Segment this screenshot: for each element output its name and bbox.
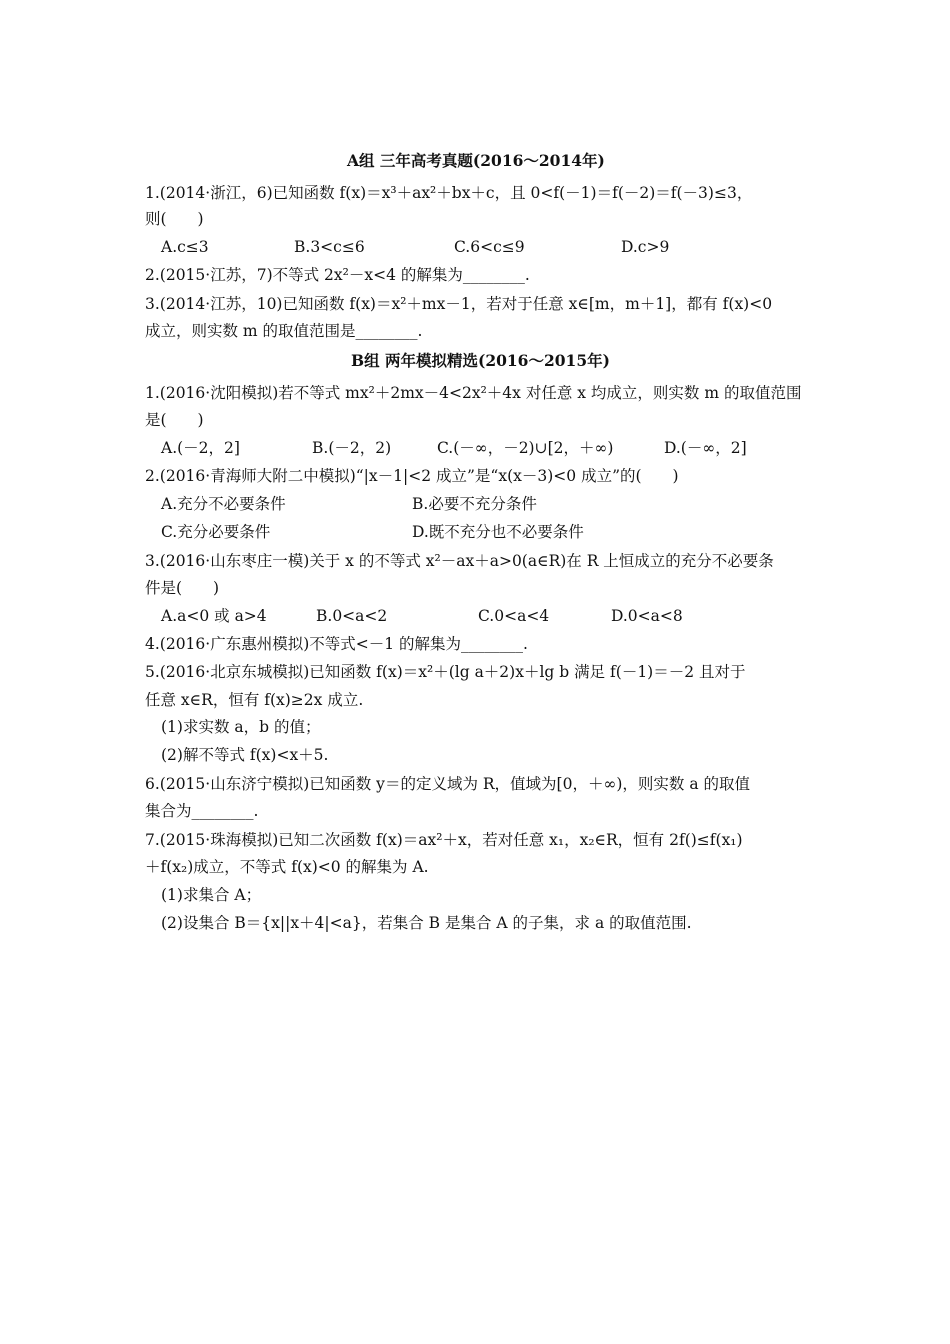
b-q1-line1: 1.(2016·沈阳模拟)若不等式 mx²＋2mx－4<2x²＋4x 对任意 x 均成立，则实数 m 的取值范围 bbox=[145, 384, 802, 402]
b-q2-option-c: C.充分必要条件 bbox=[161, 523, 271, 541]
b-q7-line2: ＋f(x₂)成立，不等式 f(x)<0 的解集为 A. bbox=[145, 858, 429, 876]
b-q1-option-b: B.(－2，2) bbox=[312, 439, 392, 457]
a-q1-option-c: C.6<c≤9 bbox=[454, 238, 525, 256]
b-q1-line2: 是( ) bbox=[145, 411, 204, 429]
a-q2-line1: 2.(2015·江苏，7)不等式 2x²－x<4 的解集为________. bbox=[145, 266, 530, 284]
a-q1-option-a: A.c≤3 bbox=[161, 238, 209, 256]
b-q1-option-d: D.(－∞，2] bbox=[664, 439, 747, 457]
a-q1-line2: 则( ) bbox=[145, 210, 204, 228]
b-q3-line1: 3.(2016·山东枣庄一模)关于 x 的不等式 x²－ax＋a>0(a∈R)在 R 上恒成立的充分不必要条 bbox=[145, 552, 774, 570]
b-q2-line1: 2.(2016·青海师大附二中模拟)“|x－1|<2 成立”是“x(x－3)<0 成立”的( ) bbox=[145, 467, 679, 485]
group-a-heading: A组 三年高考真题(2016～2014年) bbox=[347, 151, 605, 170]
b-q5-line2: 任意 x∈R，恒有 f(x)≥2x 成立. bbox=[145, 691, 364, 709]
b-q1-option-a: A.(－2，2] bbox=[161, 439, 240, 457]
group-b-heading: B组 两年模拟精选(2016～2015年) bbox=[351, 351, 610, 370]
b-q3-option-d: D.0<a<8 bbox=[611, 607, 683, 625]
b-q3-option-b: B.0<a<2 bbox=[316, 607, 388, 625]
a-q1-option-d: D.c>9 bbox=[621, 238, 670, 256]
b-q5-line1: 5.(2016·北京东城模拟)已知函数 f(x)＝x²＋(lg a＋2)x＋lg b 满足 f(－1)＝－2 且对于 bbox=[145, 663, 746, 681]
b-q3-option-a: A.a<0 或 a>4 bbox=[161, 607, 267, 625]
b-q5-sub2: (2)解不等式 f(x)<x＋5. bbox=[161, 746, 329, 764]
b-q6-line2: 集合为________. bbox=[145, 802, 259, 820]
a-q3-line1: 3.(2014·江苏，10)已知函数 f(x)＝x²＋mx－1，若对于任意 x∈[m，m＋1]，都有 f(x)<0 bbox=[145, 295, 773, 313]
b-q2-option-d: D.既不充分也不必要条件 bbox=[412, 523, 584, 541]
b-q1-option-c: C.(－∞，－2)∪[2，＋∞) bbox=[437, 439, 614, 457]
b-q2-option-a: A.充分不必要条件 bbox=[161, 495, 286, 513]
b-q3-option-c: C.0<a<4 bbox=[478, 607, 550, 625]
b-q7-sub1: (1)求集合 A； bbox=[161, 886, 262, 904]
b-q5-sub1: (1)求实数 a，b 的值； bbox=[161, 718, 321, 736]
b-q7-line1: 7.(2015·珠海模拟)已知二次函数 f(x)＝ax²＋x，若对任意 x₁，x₂∈R，恒有 2f()≤f(x₁) bbox=[145, 831, 743, 849]
b-q6-line1: 6.(2015·山东济宁模拟)已知函数 y＝的定义域为 R，值域为[0，＋∞)，则实数 a 的取值 bbox=[145, 775, 751, 793]
a-q1-line1: 1.(2014·浙江，6)已知函数 f(x)＝x³＋ax²＋bx＋c，且 0<f(－1)＝f(－2)＝f(－3)≤3， bbox=[145, 184, 753, 202]
b-q4-line1: 4.(2016·广东惠州模拟)不等式<－1 的解集为________. bbox=[145, 635, 528, 653]
b-q3-line2: 件是( ) bbox=[145, 579, 220, 597]
b-q7-sub2: (2)设集合 B＝{x||x＋4|<a}，若集合 B 是集合 A 的子集，求 a 的取值范围. bbox=[161, 914, 692, 932]
a-q3-line2: 成立，则实数 m 的取值范围是________. bbox=[145, 322, 423, 340]
b-q2-option-b: B.必要不充分条件 bbox=[412, 495, 537, 513]
a-q1-option-b: B.3<c≤6 bbox=[294, 238, 365, 256]
